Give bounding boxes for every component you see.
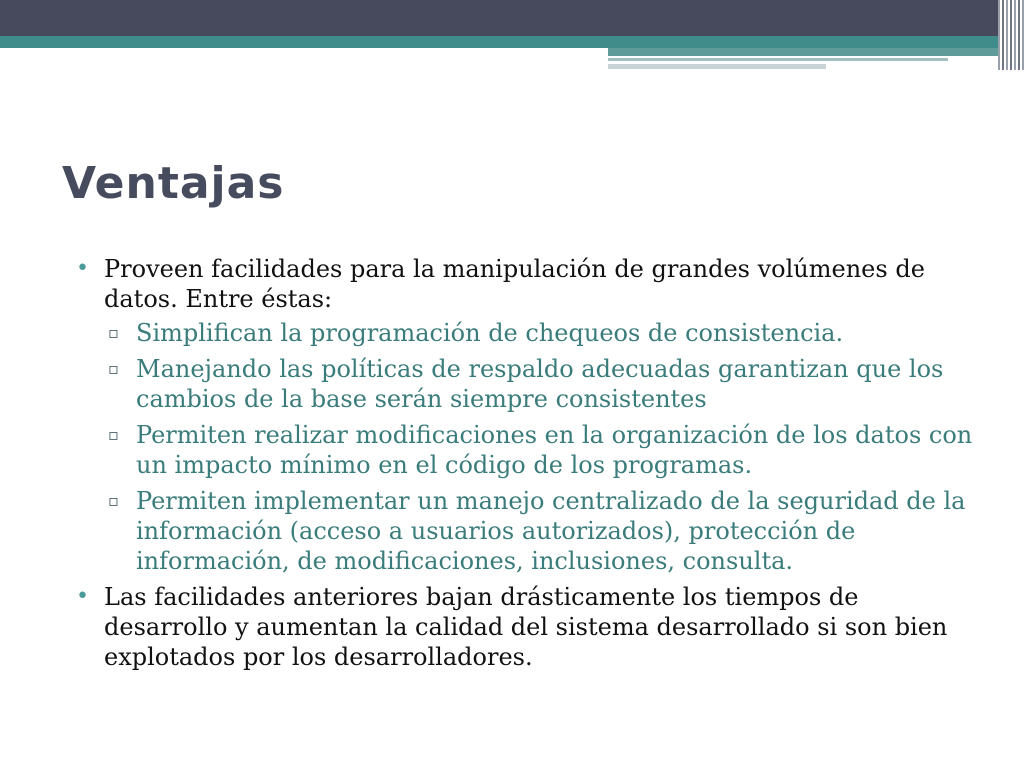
slide-title: Ventajas	[62, 158, 285, 209]
subbullet-icon: ▫	[108, 359, 119, 378]
bullet-item	[76, 582, 976, 672]
top-bar	[0, 0, 1024, 36]
subbullet-text: Permiten realizar modificaciones en la organización de los datos con un impacto mínimo en el código de los programas.	[136, 421, 973, 479]
bullet-item	[76, 254, 976, 314]
subbullet-item	[104, 486, 976, 576]
right-stripes	[998, 0, 1024, 70]
slide-content	[76, 254, 976, 676]
bullet-icon: •	[76, 256, 89, 281]
bullet-text: Las facilidades anteriores bajan drásticamente los tiempos de desarrollo y aumentan la calidad del sistema desarrollado si son bien explotados por los desarrolladores.	[104, 583, 948, 671]
bullet-icon: •	[76, 584, 89, 609]
teal-sub-band	[608, 48, 1000, 56]
subbullet-text: Simplifican la programación de chequeos de consistencia.	[136, 319, 844, 347]
subbullet-item	[104, 420, 976, 480]
subbullet-text: Manejando las políticas de respaldo adecuadas garantizan que los cambios de la base serán siempre consistentes	[136, 355, 944, 413]
bullet-text: Proveen facilidades para la manipulación de grandes volúmenes de datos. Entre éstas:	[104, 255, 925, 313]
thin-line-2	[608, 64, 826, 69]
thin-line-1	[608, 58, 948, 61]
subbullet-text: Permiten implementar un manejo centralizado de la seguridad de la información (acceso a usuarios autorizados), protección de información, de modificaciones, inclusiones, consulta.	[136, 487, 966, 575]
subbullet-icon: ▫	[108, 323, 119, 342]
subbullet-icon: ▫	[108, 425, 119, 444]
subbullet-icon: ▫	[108, 491, 119, 510]
subbullet-item	[104, 318, 976, 348]
subbullet-item	[104, 354, 976, 414]
teal-band	[0, 36, 1000, 48]
